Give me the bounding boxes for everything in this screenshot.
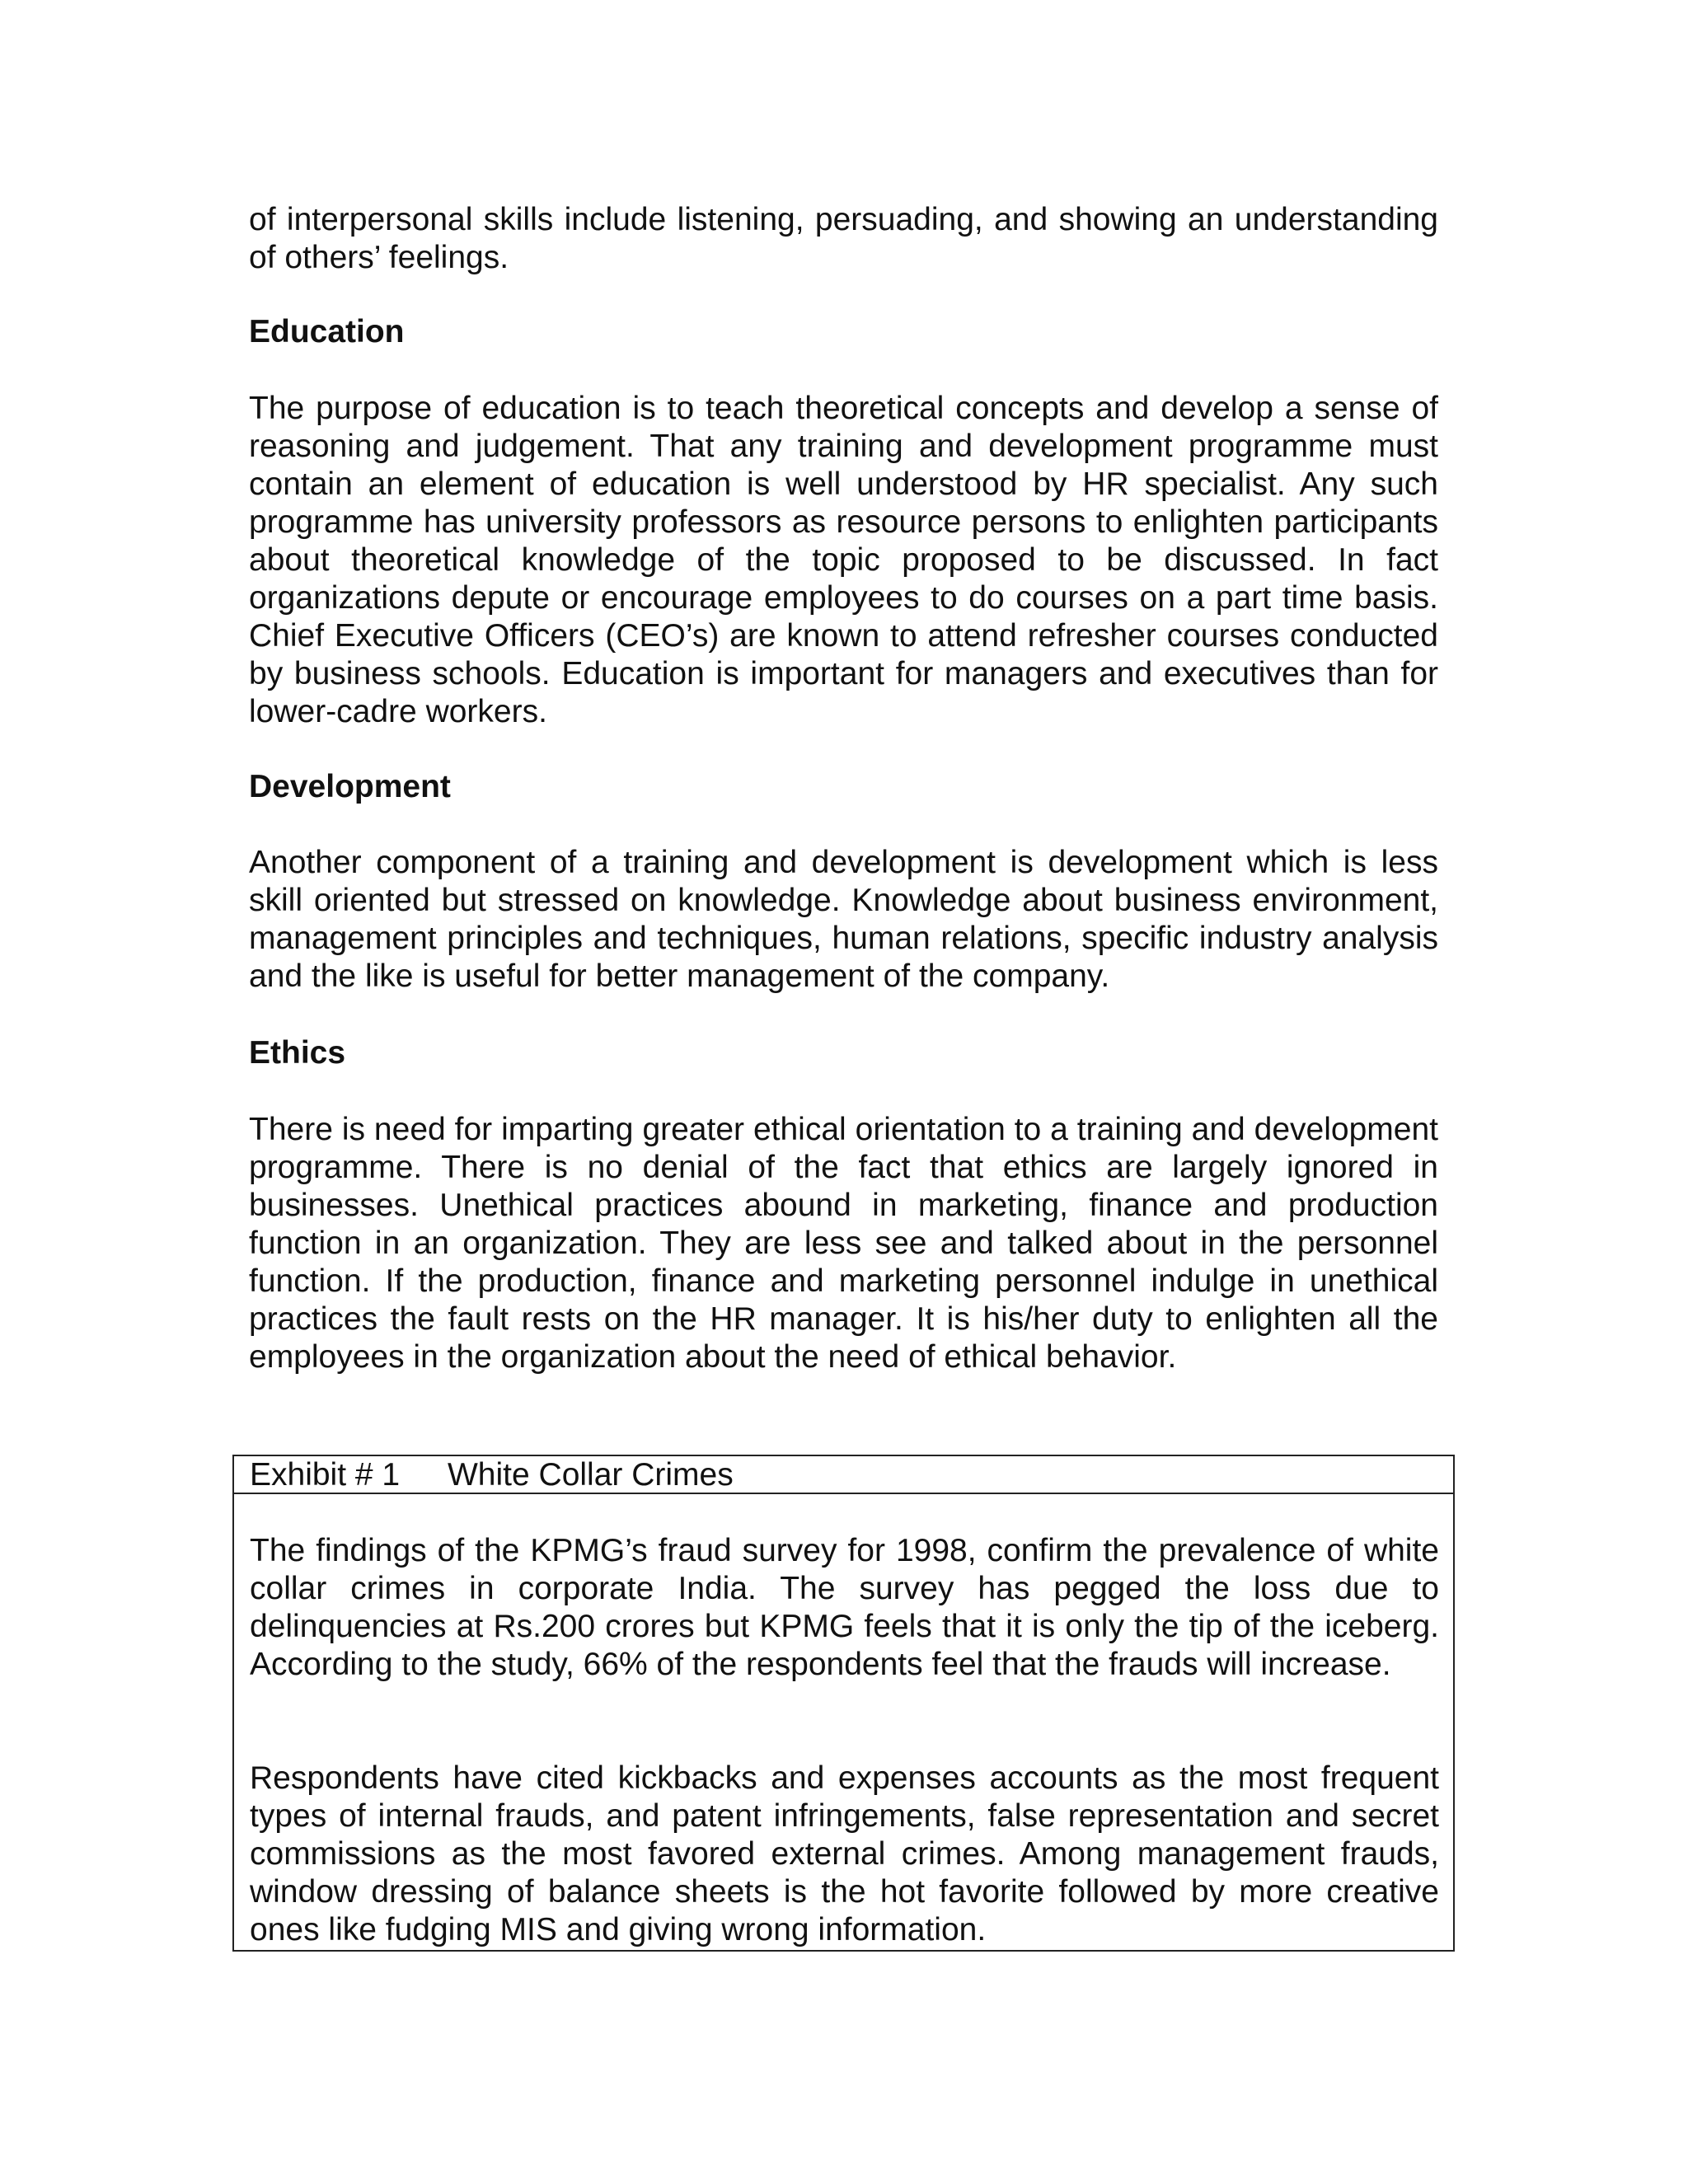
ethics-paragraph: There is need for imparting greater ethical orientation to a training and development programme. There is no denial of the fact that ethics are largely ignored in businesses. Unethical practices abound in marketing, finance and production function in an organization. They are less see and talked about in the personnel function. If the production, finance and marketing personnel indulge in unethical practices the fault rests on the HR manager. It is his/her duty to enlighten all the employees in the organization about the need of ethical behavior.	[249, 1112, 1438, 1375]
exhibit-box	[232, 1455, 1455, 1952]
exhibit-label: Exhibit # 1	[250, 1457, 401, 1493]
exhibit-paragraph: Respondents have cited kickbacks and expenses accounts as the most frequent types of internal frauds, and patent infringements, false representation and secret commissions as the most favored external crimes. Among management frauds, window dressing of balance sheets is the hot favorite followed by more creative ones like fudging MIS and giving wrong information.	[250, 1760, 1439, 1947]
exhibit-title: White Collar Crimes	[448, 1457, 734, 1493]
exhibit-paragraph: The findings of the KPMG’s fraud survey for 1998, confirm the prevalence of white collar crimes in corporate India. The survey has pegged the loss due to delinquencies at Rs.200 crores but KPMG feels that it is only the tip of the iceberg. According to the study, 66% of the respondents feel that the frauds will increase.	[250, 1533, 1439, 1682]
ethics-heading: Ethics	[249, 1035, 346, 1071]
exhibit-header	[234, 1456, 1453, 1494]
education-paragraph: The purpose of education is to teach theoretical concepts and develop a sense of reasoning and judgement. That any training and development programme must contain an element of education is well understood by HR specialist. Any such programme has university professors as resource persons to enlighten participants about theoretical knowledge of the topic proposed to be discussed. In fact organizations depute or encourage employees to do courses on a part time basis. Chief Executive Officers (CEO’s) are known to attend refresher courses conducted by business schools. Education is important for managers and executives than for lower-cadre workers.	[249, 391, 1438, 729]
intro-paragraph: of interpersonal skills include listening, persuading, and showing an understanding of others’ feelings.	[249, 202, 1438, 275]
development-paragraph: Another component of a training and development is development which is less skill oriented but stressed on knowledge. Knowledge about business environment, management principles and techniques, human relations, specific industry analysis and the like is useful for better management of the company.	[249, 845, 1438, 994]
development-heading: Development	[249, 769, 451, 804]
education-heading: Education	[249, 314, 405, 349]
